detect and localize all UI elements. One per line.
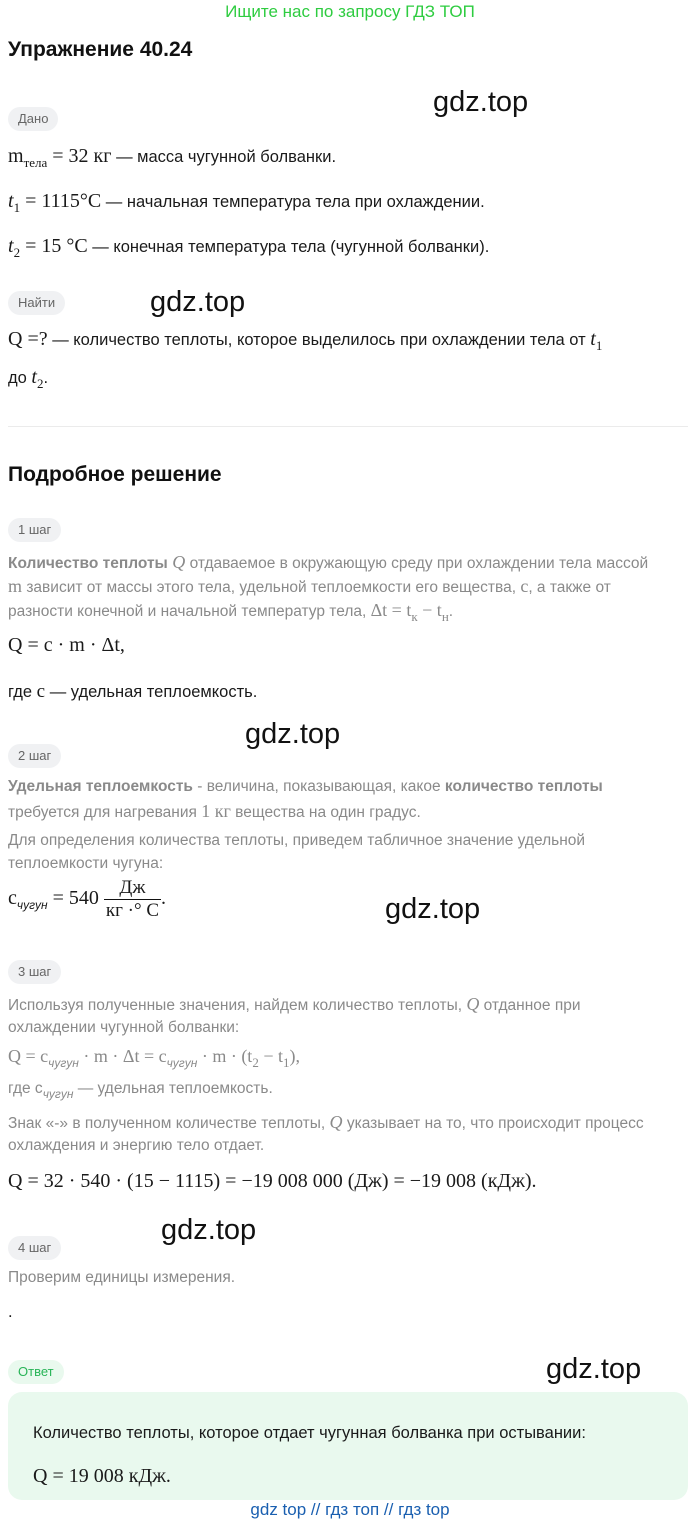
answer-badge — [8, 1360, 64, 1384]
given-mass: $m_{тела} = 32$ кг — масса чугунной болванки. — [8, 145, 337, 170]
watermark: gdz.top — [385, 893, 481, 925]
find-badge — [8, 291, 65, 315]
find-label: Найти — [8, 291, 65, 315]
step4-text: Проверим единицы измерения. — [8, 1269, 236, 1286]
watermark: gdz.top — [161, 1214, 257, 1246]
step3-note: где $c_{чугун}$ — удельная теплоемкость. — [8, 1080, 273, 1101]
step1-badge — [8, 518, 61, 542]
step1-formula: Q = c · m · Δt, — [8, 634, 125, 656]
watermark: gdz.top — [150, 286, 246, 318]
step3-sign-line2: охлаждения и энергию тело отдает. — [8, 1137, 265, 1154]
given-t1: $t_1 = 1115^\circ C$ — начальная температура тела при охлаждении. — [8, 190, 485, 215]
step1-text-line2: m зависит от массы этого тела, удельной теплоемкости его вещества, c, а также от — [8, 576, 611, 596]
step2-badge — [8, 744, 61, 768]
step3-text-line2: охлаждении чугунной болванки: — [8, 1019, 240, 1036]
given-label: Дано — [8, 107, 58, 131]
step1-label: 1 шаг — [8, 518, 61, 542]
footer-links[interactable]: gdz top // гдз топ // гдз top — [250, 1500, 450, 1519]
step3-text-line1: Используя полученные значения, найдем количество теплоты, Q отданное при — [8, 994, 581, 1014]
step3-label: 3 шаг — [8, 960, 61, 984]
step2-formula: $c_{чугун} = 540$ $\frac{Дж}{кг \cdot^\circ C}$ . — [8, 877, 167, 921]
exercise-title: Упражнение 40.24 — [8, 38, 193, 61]
step2-text-line2: требуется для нагревания 1 кг вещества на один градус. — [8, 801, 421, 821]
find-q-cont: до $t_2$. — [8, 366, 49, 391]
step2-text-line4: теплоемкости чугуна: — [8, 855, 164, 872]
step1-text-line3: разности конечной и начальной температур тела, $\Delta t = t_к - t_н$. — [8, 600, 454, 624]
given-t2: $t_2 = 15$ °C — конечная температура тела (чугунной болванки). — [8, 235, 490, 260]
fraction: $\frac{Дж}{кг \cdot^\circ C}$ — [105, 877, 160, 921]
step3-sign-line1: Знак «-» в полученном количестве теплоты, Q указывает на то, что происходит процесс — [8, 1112, 644, 1132]
step2-text-line3: Для определения количества теплоты, приведем табличное значение удельной — [8, 832, 586, 849]
step2-text-line1: Удельная теплоемкость - величина, показывающая, какое количество теплоты — [8, 778, 603, 795]
answer-label: Ответ — [8, 1360, 64, 1384]
section-divider — [8, 426, 688, 427]
step3-result: Q = 32 · 540 · (15 − 1115) = −19 008 000 (Дж) = −19 008 (кДж). — [8, 1170, 537, 1192]
find-q: Q =? — количество теплоты, которое выделилось при охлаждении тела от $t_1$ — [8, 328, 603, 353]
given-badge — [8, 107, 58, 131]
step2-label: 2 шаг — [8, 744, 61, 768]
solution-title: Подробное решение — [8, 463, 222, 486]
step4-dot: . — [8, 1303, 13, 1321]
watermark: gdz.top — [433, 86, 529, 118]
answer-text: Количество теплоты, которое отдает чугунная болванка при остывании: — [33, 1424, 586, 1442]
answer-formula: Q = 19 008 кДж. — [33, 1465, 171, 1487]
step3-formula: $Q = c_{чугун} \cdot m \cdot \Delta t = c_{чугун} \cdot m \cdot (t_2 - t_1)$, — [8, 1046, 300, 1070]
watermark: gdz.top — [245, 718, 341, 750]
step1-note: где c — удельная теплоемкость. — [8, 681, 258, 702]
step3-badge — [8, 960, 61, 984]
step1-text-line1: Количество теплоты Q отдаваемое в окружающую среду при охлаждении тела массой — [8, 552, 649, 572]
step4-badge — [8, 1236, 61, 1260]
watermark: gdz.top — [546, 1353, 642, 1385]
search-banner[interactable]: Ищите нас по запросу ГДЗ ТОП — [225, 2, 475, 21]
step4-label: 4 шаг — [8, 1236, 61, 1260]
